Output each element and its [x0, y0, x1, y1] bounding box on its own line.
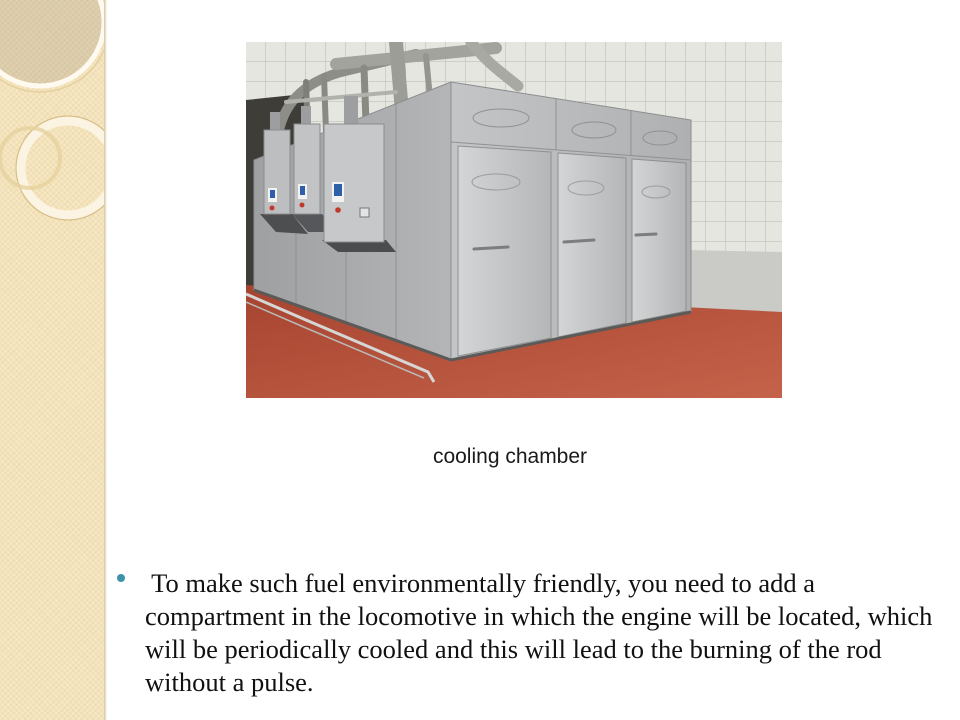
wall-panel	[686, 250, 782, 314]
sidebar-rings	[0, 0, 104, 720]
bullet-text	[145, 567, 945, 699]
sidebar-divider	[104, 0, 107, 720]
photo-caption: cooling chamber	[432, 445, 588, 468]
decorative-ring-middle	[21, 121, 104, 215]
door-1	[458, 146, 551, 356]
door-3	[632, 159, 686, 322]
bullet-icon	[117, 574, 125, 582]
cooling-chamber-photo	[246, 42, 782, 398]
door-2	[558, 153, 626, 337]
bullet-text-line: without a pulse.	[145, 667, 314, 697]
bullet-text-line: will be periodically cooled and this will lead to the burning of the rod	[145, 634, 882, 664]
decorative-sidebar	[0, 0, 104, 720]
bullet-text-line: compartment in the locomotive in which the engine will be located, which	[145, 601, 933, 631]
bullet-text-line: To make such fuel environmentally friendly, you need to add a	[145, 568, 816, 598]
